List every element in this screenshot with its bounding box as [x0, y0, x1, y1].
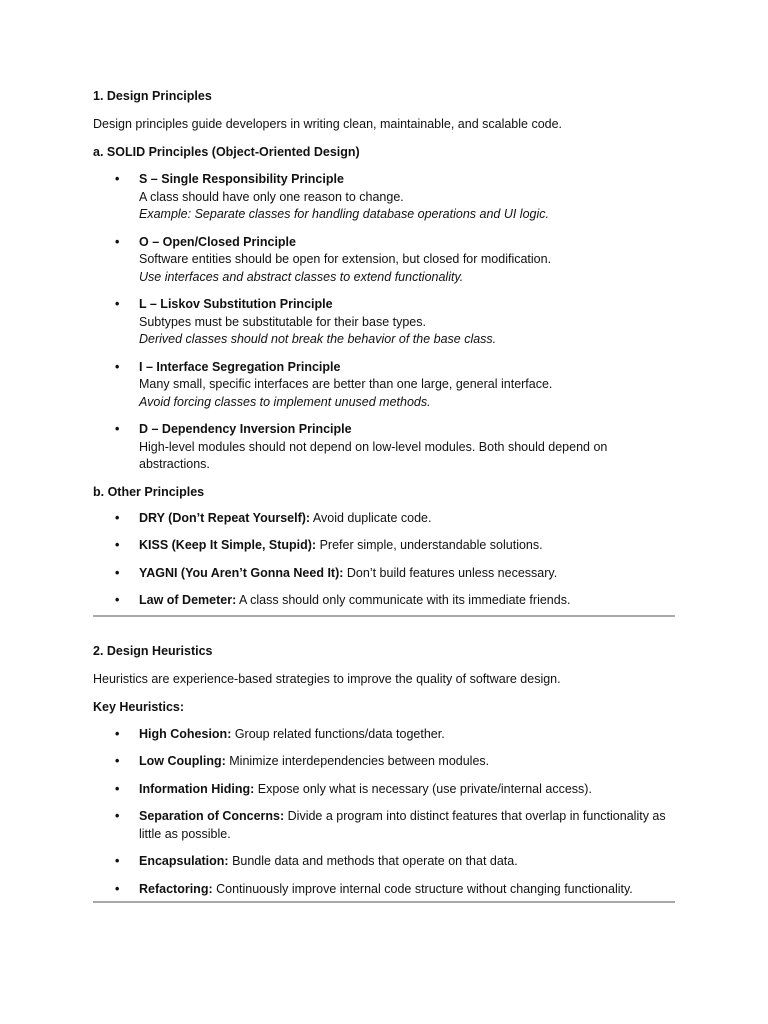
definition: Group related functions/data together. [231, 726, 445, 741]
definition: Avoid duplicate code. [310, 510, 432, 525]
list-item [93, 234, 678, 287]
definition: Continuously improve internal code structure without changing functionality. [212, 881, 633, 896]
list-item [93, 171, 678, 224]
term: Information Hiding: [139, 781, 255, 796]
term: DRY (Don’t Repeat Yourself): [139, 510, 311, 525]
term: Law of Demeter: [139, 593, 237, 607]
list-item [93, 296, 678, 349]
list-item [93, 853, 678, 871]
principle-title: • D – Dependency Inversion Principle [139, 422, 352, 436]
definition: A class should only communicate with its immediate friends. [236, 593, 571, 607]
list-item [93, 421, 678, 474]
key-heuristics-heading: Key Heuristics: [93, 699, 185, 714]
definition: Bundle data and methods that operate on that data. [228, 854, 518, 868]
heuristics-list [93, 726, 678, 899]
principle-note: Example: Separate classes for handling database operations and UI logic. [139, 207, 549, 221]
document-page [93, 88, 678, 903]
term: Encapsulation: [139, 854, 229, 868]
definition: Expose only what is necessary (use private/internal access). [254, 781, 592, 796]
other-principles-heading: b. Other Principles [93, 484, 205, 499]
principle-title: • L – Liskov Substitution Principle [139, 297, 333, 311]
list-item [93, 781, 678, 799]
definition: Don’t build features unless necessary. [343, 565, 558, 580]
principle-desc: Many small, specific interfaces are better than one large, general interface. [139, 377, 553, 391]
section-divider [93, 901, 675, 903]
list-item [93, 510, 678, 528]
principle-note: Derived classes should not break the behavior of the base class. [139, 332, 497, 346]
section-1-intro: Design principles guide developers in writing clean, maintainable, and scalable code. [93, 117, 563, 131]
principle-title: • I – Interface Segregation Principle [139, 359, 341, 374]
list-item [93, 537, 678, 555]
section-1-heading: 1. Design Principles [93, 89, 212, 103]
principle-note: Use interfaces and abstract classes to extend functionality. [139, 269, 464, 284]
list-item [93, 808, 678, 843]
principle-title: • S – Single Responsibility Principle [139, 172, 344, 186]
term: High Cohesion: [139, 726, 232, 741]
list-item [93, 592, 678, 610]
principle-note: Avoid forcing classes to implement unused methods. [139, 394, 431, 409]
section-2-intro: Heuristics are experience-based strategies to improve the quality of software design. [93, 671, 561, 686]
solid-list [93, 171, 678, 474]
term: KISS (Keep It Simple, Stupid): [139, 538, 317, 552]
principle-desc: Software entities should be open for extension, but closed for modification. [139, 252, 552, 266]
solid-heading: a. SOLID Principles (Object-Oriented Design) [93, 145, 360, 159]
principle-desc: Subtypes must be substitutable for their base types. [139, 314, 426, 329]
definition: Prefer simple, understandable solutions. [316, 538, 543, 552]
definition: Minimize interdependencies between modules. [225, 754, 490, 768]
principle-desc: A class should have only one reason to change. [139, 189, 404, 204]
list-item [93, 726, 678, 744]
other-principles-list [93, 510, 678, 610]
principle-desc: High-level modules should not depend on low-level modules. Both should depend on abstractions. [139, 439, 608, 471]
term: Low Coupling: [139, 754, 226, 768]
list-item [93, 753, 678, 771]
section-divider [93, 615, 675, 617]
list-item [93, 359, 678, 412]
principle-title: • O – Open/Closed Principle [139, 234, 296, 249]
list-item [93, 881, 678, 899]
list-item [93, 565, 678, 583]
section-2-heading: 2. Design Heuristics [93, 643, 213, 658]
term: YAGNI (You Aren’t Gonna Need It): [139, 565, 344, 580]
term: Separation of Concerns: [139, 809, 285, 823]
term: Refactoring: [139, 881, 213, 896]
definition: Divide a program into distinct features that overlap in functionality as little as possible. [139, 809, 666, 841]
